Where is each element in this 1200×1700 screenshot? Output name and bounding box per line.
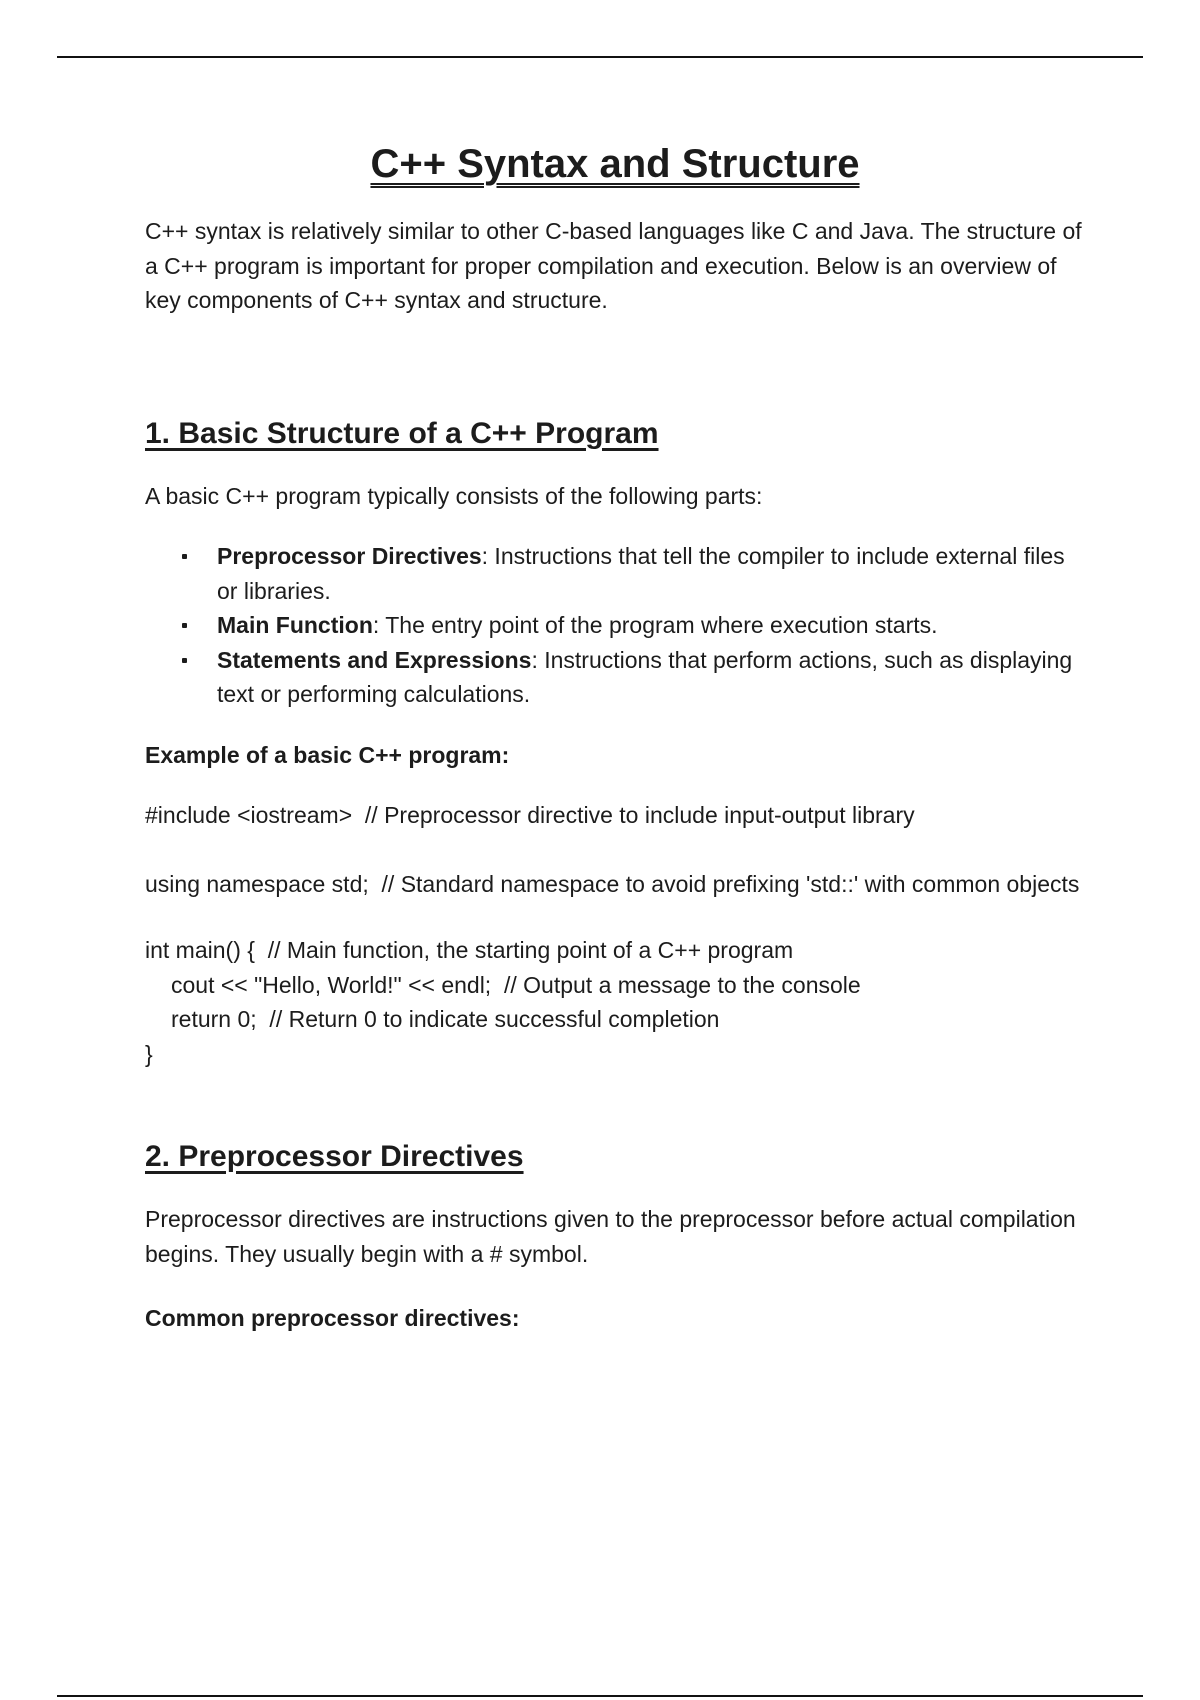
document-title: C++ Syntax and Structure (370, 142, 860, 186)
section-1-heading: 1. Basic Structure of a C++ Program (145, 416, 659, 450)
code-line: using namespace std; // Standard namespace to avoid prefixing 'std::' with common objects (145, 870, 1080, 897)
bullet-term: Main Function (217, 612, 373, 638)
bullet-text: : Instructions that tell the compiler to include external files or libraries. (217, 543, 1065, 604)
code-example (145, 798, 1085, 1071)
section-1-bullet-list (145, 539, 1085, 712)
section-1-lead: A basic C++ program typically consists of the following parts: (145, 482, 763, 509)
code-line: #include <iostream> // Preprocessor directive to include input-output library (145, 802, 915, 828)
list-item (217, 608, 1085, 643)
section-2-paragraph: Preprocessor directives are instructions given to the preprocessor before actual compilation begins. They usually begin with a # symbol. (145, 1206, 1076, 1267)
section-2-heading: 2. Preprocessor Directives (145, 1140, 524, 1173)
code-line: return 0; // Return 0 to indicate successful completion (171, 1006, 720, 1032)
bullet-text: : Instructions that perform actions, such as displaying text or performing calculations. (217, 646, 1073, 707)
intro-paragraph: C++ syntax is relatively similar to other C-based languages like C and Java. The structure of a C++ program is important for proper compilation and execution. Below is an overview of key components of C++ syntax and structure. (145, 218, 1082, 313)
bullet-term: Statements and Expressions (217, 646, 532, 673)
section-2-sub-label: Common preprocessor directives: (145, 1305, 520, 1331)
list-item (217, 539, 1085, 608)
code-line: } (145, 1040, 153, 1067)
list-item (217, 643, 1085, 712)
example-label: Example of a basic C++ program: (145, 741, 510, 768)
code-line: int main() { // Main function, the starting point of a C++ program (145, 937, 794, 963)
document-page (145, 140, 1085, 1336)
code-line: cout << "Hello, World!" << endl; // Output a message to the console (171, 971, 861, 998)
header-rule (57, 56, 1143, 58)
footer-rule (57, 1695, 1143, 1697)
bullet-text: : The entry point of the program where execution starts. (372, 612, 938, 638)
bullet-term: Preprocessor Directives (217, 543, 482, 569)
